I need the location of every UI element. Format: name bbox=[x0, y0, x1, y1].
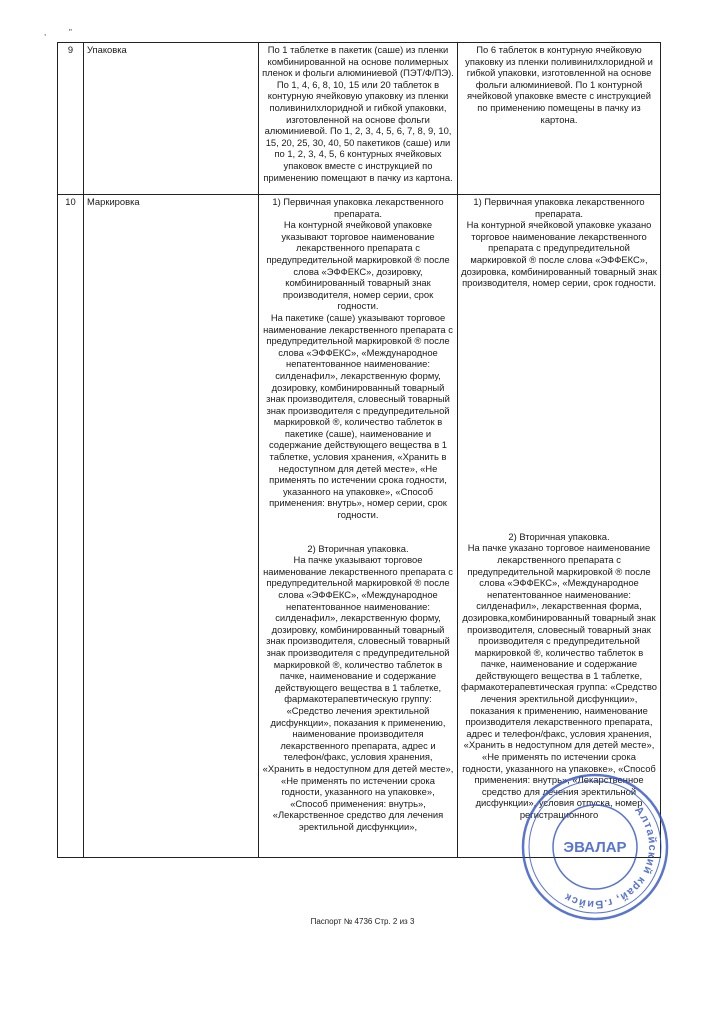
table-row bbox=[58, 195, 661, 858]
secondary-packaging-text: 2) Вторичная упаковка. На пачке указывают торговое наименование лекарственного препарата с предупредительной маркировкой ® после слова «ЭФФЕКС», «Международное непатентованное наименование: силденафил», лекарственную форму, дозировку, комбинированный товарный знак производителя, словесный товарный знак производителя с предупредительной маркировкой ®, количество таблеток в пачке, наименование и содержание действующего вещества в 1 таблетке, фармакотерапевтическую группу: «Средство лечения эректильной дисфункции», показания к применению, наименование производителя лекарственного препарата, адрес и телефон/факс, условия хранения, «Хранить в недоступном для детей месте», «Не применять по истечении срока годности, указанного на упаковке», «Способ применения: внутрь», «Лекарственное средство для лечения эректильной дисфункции», bbox=[262, 542, 454, 832]
stamp-ring-text: Алтайский край, г.Бийск bbox=[562, 804, 659, 911]
primary-packaging-text: 1) Первичная упаковка лекарственного препарата. На контурной ячейковой упаковке указано торговое наименование лекарственного препарата с предупредительной маркировкой ® после слова «ЭФФЕКС», дозировка, комбинированный товарный знак производителя, номер серии, срок годности. bbox=[461, 196, 657, 289]
new-value: По 6 таблеток в контурную ячейковую упаковку из пленки поливинилхлоридной и гибкой упаковки, изготовленной на основе фольги алюминиевой. По 1 контурной ячейковой упаковке вместе с инструкцией по применению помещены в пачку из картона. bbox=[458, 43, 661, 195]
row-label: Упаковка bbox=[84, 43, 259, 195]
row-label: Маркировка bbox=[84, 195, 259, 858]
row-number: 10 bbox=[58, 195, 84, 858]
corner-mark: , bbox=[44, 28, 47, 37]
corner-mark: " bbox=[69, 28, 72, 37]
current-value bbox=[259, 195, 458, 858]
row-number: 9 bbox=[58, 43, 84, 195]
specification-table bbox=[57, 42, 661, 858]
page-footer: Паспорт № 4736 Стр. 2 из 3 bbox=[310, 917, 415, 926]
current-value: По 1 таблетке в пакетик (саше) из пленки комбинированной на основе полимерных пленок и фольги алюминиевой (ПЭТ/Ф/ПЭ). По 1, 4, 6, 8, 10, 15 или 20 таблеток в контурную ячейковую упаковку из пленки поливинилхлоридной и гибкой упаковки, изготовленной на основе фольги алюминиевой. По 1, 2, 3, 4, 5, 6, 7, 8, 9, 10, 15, 20, 25, 30, 40, 50 пакетиков (саше) или по 1, 2, 3, 4, 5, 6 контурных ячейковых упаковок вместе с инструкцией по применению помещают в пачку из картона. bbox=[259, 43, 458, 195]
new-value bbox=[458, 195, 661, 858]
primary-packaging-text: 1) Первичная упаковка лекарственного препарата. На контурной ячейковой упаковке указывают торговое наименование лекарственного препарата с предупредительной маркировкой ® после слова «ЭФФЕКС», дозировку, комбинированный товарный знак производителя, номер серии, срок годности. На пакетике (саше) указывают торговое наименование лекарственного препарата с предупредительной маркировкой ® после слова «ЭФФЕКС», «Международное непатентованное наименование: силденафил», лекарственную форму, дозировку, комбинированный товарный знак производителя, словесный товарный знак производителя с предупредительной маркировкой ®, количество таблеток в пакетике (саше), наименование и содержание действующего вещества в 1 таблетке, условия хранения, «Хранить в недоступном для детей месте», «Не применять по истечении срока годности, указанного на упаковке», «Способ применения: внутрь», номер серии, срок годности. bbox=[263, 196, 453, 521]
table-row bbox=[58, 43, 661, 195]
stamp-center-text: ЭВАЛАР bbox=[563, 839, 627, 856]
secondary-packaging-text: 2) Вторичная упаковка. На пачке указано торговое наименование лекарственного препарата с предупредительной маркировкой ® после слова «ЭФФЕКС», «Международное непатентованное наименование: силденафил», лекарственная форма, дозировка,комбинированный товарный знак производителя, словесный товарный знак производителя с предупредительной маркировкой ®, количество таблеток в пачке, наименование и содержание действующего вещества в 1 таблетке, фармакотерапевтическая группа: «Средство лечения эректильной дисфункции», показания к применению, наименование производителя лекарственного препарата, адрес и телефон/факс, условия хранения, «Хранить в недоступном для детей месте», «Не применять по истечении срока годности, указанного на упаковке», «Способ применения: внутрь», «Лекарственное средство для лечения эректильной дисфункции», условия отпуска, номер регистрационного bbox=[461, 530, 657, 820]
